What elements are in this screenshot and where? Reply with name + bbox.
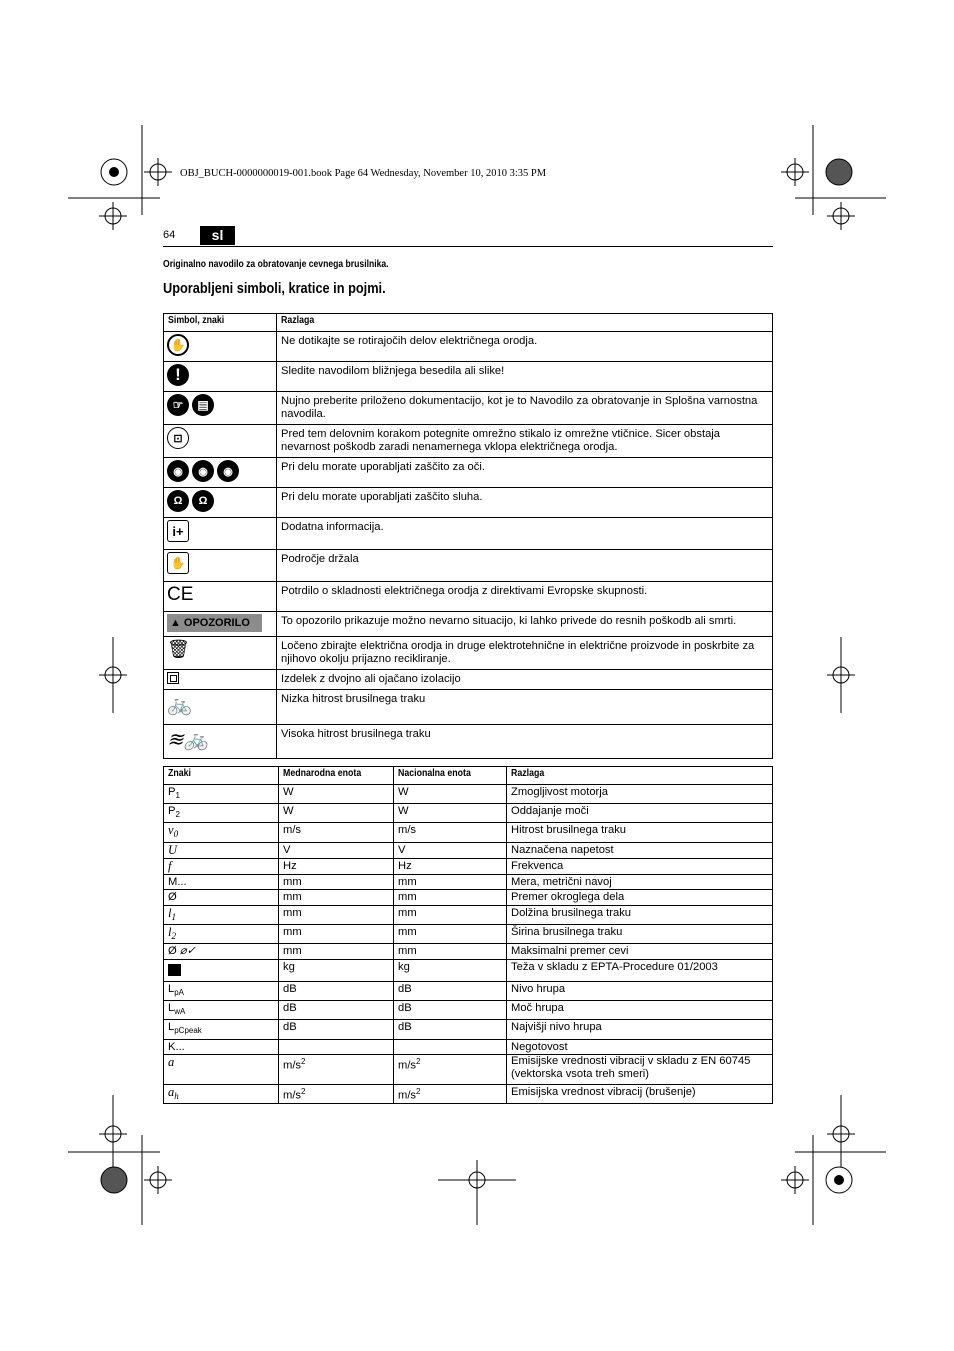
symbol-cell (164, 458, 277, 488)
symbols-table (163, 313, 773, 759)
description-cell: Širina brusilnega traku (507, 925, 773, 944)
intl-unit-cell-value: Hz (283, 859, 297, 872)
no-touch-rotating-icon: ✋ (167, 339, 192, 351)
explanation-cell: Dodatna informacija. (277, 518, 773, 550)
nat-unit-cell (394, 981, 507, 1000)
description-cell: Emisijske vrednosti vibracij v skladu z EN 60745 (vektorska vsota treh smeri) (507, 1055, 773, 1085)
intl-unit-cell (279, 858, 394, 874)
sign-symbol: U (168, 842, 178, 857)
language-tag: sl (200, 226, 235, 245)
intl-unit-cell-exponent: 2 (301, 1057, 306, 1067)
symbol-row (164, 362, 773, 392)
intl-unit-cell-value: m/s (283, 824, 302, 837)
nat-unit-cell-value: dB (398, 1002, 412, 1015)
intl-unit-cell (279, 785, 394, 804)
nat-unit-cell (394, 905, 507, 924)
unit-row (164, 925, 773, 944)
symbol-row (164, 690, 773, 725)
sign-cell (164, 890, 279, 906)
high-speed-icon: ≋🚲 (167, 729, 209, 751)
document-subtitle: Originalno navodilo za obratovanje cevnega brusilnika. (163, 259, 389, 270)
sign-symbol: P (168, 786, 176, 798)
intl-unit-cell (279, 1020, 394, 1039)
exclamation-icon: ! (167, 369, 192, 381)
header-explanation: Razlaga (277, 314, 773, 332)
nat-unit-cell (394, 874, 507, 890)
explanation-cell: Nizka hitrost brusilnega traku (277, 690, 773, 725)
sign-subscript: h (174, 1091, 179, 1102)
grip-area-icon: ✋ (167, 557, 192, 569)
description-cell: Nivo hrupa (507, 981, 773, 1000)
explanation-cell: Pri delu morate uporabljati zaščito sluha. (277, 488, 773, 518)
weight-icon (168, 964, 181, 976)
nat-unit-cell (394, 1020, 507, 1039)
sign-cell (164, 944, 279, 960)
symbol-row (164, 458, 773, 488)
sign-symbol: Ø (168, 945, 177, 958)
description-cell: Frekvenca (507, 858, 773, 874)
nat-unit-cell (394, 785, 507, 804)
symbol-row (164, 488, 773, 518)
symbol-row (164, 392, 773, 425)
print-header: OBJ_BUCH-0000000019-001.book Page 64 Wednesday, November 10, 2010 3:35 PM (180, 168, 547, 179)
nat-unit-cell (394, 1055, 507, 1085)
sign-subscript: 2 (175, 810, 180, 820)
symbol-cell (164, 690, 277, 725)
nat-unit-cell-value: dB (398, 982, 412, 995)
intl-unit-cell (279, 890, 394, 906)
nat-unit-cell-value: mm (398, 945, 417, 958)
description-cell: Moč hrupa (507, 1001, 773, 1020)
intl-unit-cell (279, 1085, 394, 1104)
units-table (163, 766, 773, 1104)
symbol-cell (164, 488, 277, 518)
unit-row (164, 981, 773, 1000)
unit-row (164, 1001, 773, 1020)
header-sign: Znaki (164, 767, 279, 785)
intl-unit-cell (279, 842, 394, 858)
sign-subscript: pCpeak (174, 1026, 202, 1036)
explanation-cell: Ne dotikajte se rotirajočih delov električnega orodja. (277, 332, 773, 362)
intl-unit-cell-value: m/s (283, 1059, 302, 1072)
intl-unit-cell-value: mm (283, 891, 302, 904)
sign-cell (164, 905, 279, 924)
nat-unit-cell-value: m/s (398, 1089, 417, 1102)
intl-unit-cell (279, 944, 394, 960)
nat-unit-cell-exponent: 2 (416, 1087, 421, 1097)
sign-cell (164, 1085, 279, 1104)
symbol-cell (164, 362, 277, 392)
nat-unit-cell (394, 890, 507, 906)
intl-unit-cell-value: mm (283, 926, 302, 939)
symbol-row (164, 612, 773, 637)
unit-row (164, 874, 773, 890)
intl-unit-cell-value: mm (283, 945, 302, 958)
sign-cell (164, 785, 279, 804)
section-title: Uporabljeni simboli, kratice in pojmi. (163, 281, 386, 297)
nat-unit-cell-value: mm (398, 926, 417, 939)
intl-unit-cell-value: dB (283, 982, 297, 995)
unit-row (164, 1055, 773, 1085)
sign-subscript: 1 (171, 912, 176, 923)
symbol-row (164, 425, 773, 458)
unit-row (164, 804, 773, 823)
nat-unit-cell (394, 925, 507, 944)
sign-cell (164, 858, 279, 874)
description-cell: Hitrost brusilnega traku (507, 823, 773, 842)
intl-unit-cell-value: mm (283, 875, 302, 888)
sign-symbol: l (168, 905, 172, 920)
pipe-diameter-icon: ⌀✓ (176, 945, 196, 958)
symbol-row (164, 550, 773, 582)
sign-symbol: M... (168, 875, 187, 888)
sign-cell (164, 1055, 279, 1085)
double-insulation-icon (167, 672, 182, 684)
sign-subscript: wA (174, 1007, 186, 1017)
description-cell: Naznačena napetost (507, 842, 773, 858)
explanation-cell: Izdelek z dvojno ali ojačano izolacijo (277, 670, 773, 690)
sign-subscript: 0 (173, 829, 179, 840)
units-table-header (164, 767, 773, 785)
info-icon: i+ (167, 525, 192, 537)
sign-subscript: pA (174, 988, 185, 998)
sign-symbol: L (168, 1002, 175, 1015)
symbol-row (164, 332, 773, 362)
intl-unit-cell-value: dB (283, 1021, 297, 1034)
sign-symbol: L (168, 982, 175, 995)
unit-row (164, 959, 773, 981)
symbol-cell (164, 518, 277, 550)
nat-unit-cell-value: mm (398, 906, 417, 919)
sign-cell (164, 842, 279, 858)
explanation-cell: Pred tem delovnim korakom potegnite omrežno stikalo iz omrežne vtičnice. Sicer obstaja nevarnost poškodb zaradi nenamernega vklopa električnega orodja. (277, 425, 773, 458)
nat-unit-cell-value: m/s (398, 1059, 417, 1072)
unit-row (164, 1020, 773, 1039)
symbol-row (164, 637, 773, 670)
symbol-row (164, 725, 773, 759)
weee-bin-icon: 🗑 (167, 639, 190, 659)
symbol-row (164, 670, 773, 690)
symbol-cell (164, 392, 277, 425)
sign-symbol: f (168, 858, 172, 873)
intl-unit-cell-value: mm (283, 906, 302, 919)
sign-cell (164, 959, 279, 981)
read-manual-icon: ☞ ▤ (167, 399, 217, 411)
unit-row (164, 1039, 773, 1055)
sign-symbol: Ø (168, 891, 177, 904)
sign-symbol: K... (168, 1040, 185, 1053)
symbol-row (164, 582, 773, 612)
nat-unit-cell-value: W (398, 805, 409, 818)
description-cell: Oddajanje moči (507, 804, 773, 823)
warning-badge-label: OPOZORILO (183, 617, 250, 629)
ce-mark-icon: CE (167, 584, 194, 605)
slow-speed-icon: 🚲 (167, 694, 192, 716)
nat-unit-cell (394, 944, 507, 960)
intl-unit-cell-value: kg (283, 960, 295, 973)
description-cell: Mera, metrični navoj (507, 874, 773, 890)
nat-unit-cell-exponent: 2 (416, 1057, 421, 1067)
description-cell: Teža v skladu z EPTA-Procedure 01/2003 (507, 959, 773, 981)
description-cell: Maksimalni premer cevi (507, 944, 773, 960)
intl-unit-cell-value: V (283, 843, 291, 856)
intl-unit-cell-exponent: 2 (301, 1087, 306, 1097)
intl-unit-cell (279, 959, 394, 981)
description-cell: Dolžina brusilnega traku (507, 905, 773, 924)
intl-unit-cell-value: m/s (283, 1089, 302, 1102)
nat-unit-cell-value: V (398, 843, 406, 856)
explanation-cell: Pri delu morate uporabljati zaščito za oči. (277, 458, 773, 488)
unit-row (164, 905, 773, 924)
explanation-cell: Sledite navodilom bližnjega besedila ali slike! (277, 362, 773, 392)
sign-cell (164, 1020, 279, 1039)
explanation-cell: Nujno preberite priloženo dokumentacijo, kot je to Navodilo za obratovanje in Splošna varnostna navodila. (277, 392, 773, 425)
intl-unit-cell (279, 925, 394, 944)
explanation-cell: Potrdilo o skladnosti električnega orodja z direktivami Evropske skupnosti. (277, 582, 773, 612)
intl-unit-cell (279, 874, 394, 890)
intl-unit-cell-value: W (283, 786, 294, 798)
symbol-cell (164, 670, 277, 690)
eye-protection-icon: ◉ ◉ ◉ (167, 465, 242, 477)
sign-subscript: 2 (171, 931, 176, 942)
header-rule (163, 246, 773, 247)
sign-cell (164, 874, 279, 890)
intl-unit-cell-value: dB (283, 1002, 297, 1015)
intl-unit-cell (279, 905, 394, 924)
symbol-cell (164, 550, 277, 582)
unit-row (164, 858, 773, 874)
nat-unit-cell (394, 823, 507, 842)
symbol-cell (164, 637, 277, 670)
intl-unit-cell (279, 1001, 394, 1020)
unit-row (164, 785, 773, 804)
nat-unit-cell (394, 1039, 507, 1055)
header-description: Razlaga (507, 767, 773, 785)
symbols-table-header (164, 314, 773, 332)
nat-unit-cell-value: mm (398, 875, 417, 888)
unit-row (164, 842, 773, 858)
unit-row (164, 944, 773, 960)
explanation-cell: To opozorilo prikazuje možno nevarno situacijo, ki lahko privede do resnih poškodb ali smrti. (277, 612, 773, 637)
sign-cell (164, 1039, 279, 1055)
sign-symbol: l (168, 925, 172, 940)
sign-symbol: v (168, 823, 174, 838)
nat-unit-cell (394, 858, 507, 874)
symbol-cell (164, 725, 277, 759)
symbol-cell (164, 582, 277, 612)
intl-unit-cell (279, 981, 394, 1000)
description-cell: Zmogljivost motorja (507, 785, 773, 804)
explanation-cell: Ločeno zbirajte električna orodja in druge elektrotehnične in električne proizvode in poskrbite za njihovo okolju prijazno recikliranje. (277, 637, 773, 670)
sign-symbol: L (168, 1021, 175, 1034)
sign-symbol: a (168, 1055, 175, 1070)
nat-unit-cell-value: W (398, 786, 409, 798)
nat-unit-cell (394, 1085, 507, 1104)
sign-subscript: 1 (175, 791, 180, 801)
header-nat-unit: Nacionalna enota (394, 767, 507, 785)
unplug-icon: ⊡ (167, 432, 192, 444)
symbol-cell (164, 425, 277, 458)
explanation-cell: Področje držala (277, 550, 773, 582)
sign-cell (164, 1001, 279, 1020)
unit-row (164, 1085, 773, 1104)
nat-unit-cell (394, 842, 507, 858)
intl-unit-cell (279, 823, 394, 842)
nat-unit-cell-value: mm (398, 891, 417, 904)
sign-symbol: a (168, 1085, 175, 1100)
intl-unit-cell (279, 1039, 394, 1055)
explanation-cell: Visoka hitrost brusilnega traku (277, 725, 773, 759)
symbol-row (164, 518, 773, 550)
intl-unit-cell (279, 1055, 394, 1085)
sign-cell (164, 823, 279, 842)
ear-protection-icon: Ω Ω (167, 495, 217, 507)
description-cell: Premer okroglega dela (507, 890, 773, 906)
description-cell: Negotovost (507, 1039, 773, 1055)
sign-cell (164, 804, 279, 823)
nat-unit-cell (394, 804, 507, 823)
nat-unit-cell-value: dB (398, 1021, 412, 1034)
page-number: 64 (163, 229, 176, 241)
header-intl-unit: Mednarodna enota (279, 767, 394, 785)
intl-unit-cell-value: W (283, 805, 294, 818)
description-cell: Emisijska vrednost vibracij (brušenje) (507, 1085, 773, 1104)
sign-cell (164, 981, 279, 1000)
description-cell: Najvišji nivo hrupa (507, 1020, 773, 1039)
symbol-cell (164, 332, 277, 362)
nat-unit-cell-value: kg (398, 960, 410, 973)
warning-badge-icon: ▲ OPOZORILO (167, 614, 262, 632)
nat-unit-cell-value: Hz (398, 859, 412, 872)
intl-unit-cell (279, 804, 394, 823)
symbol-cell (164, 612, 277, 637)
nat-unit-cell (394, 1001, 507, 1020)
unit-row (164, 890, 773, 906)
nat-unit-cell (394, 959, 507, 981)
sign-symbol: P (168, 805, 176, 818)
nat-unit-cell-value: m/s (398, 824, 417, 837)
unit-row (164, 823, 773, 842)
sign-cell (164, 925, 279, 944)
header-symbol: Simbol, znaki (164, 314, 277, 332)
